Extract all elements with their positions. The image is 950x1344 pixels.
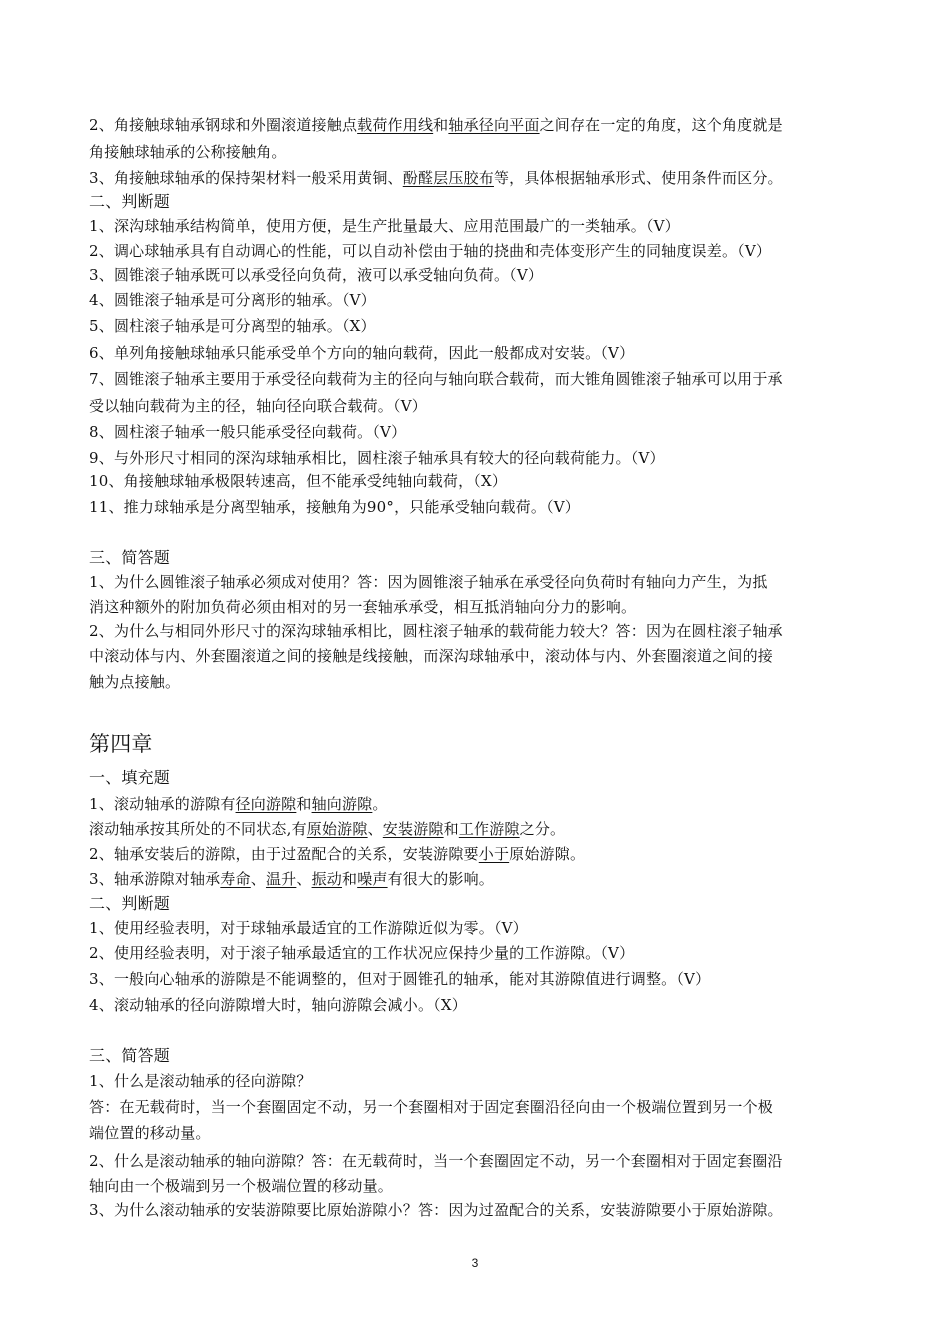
text-span: 受以轴向载荷为主的径，轴向径向联合载荷。（V） [89,397,427,415]
text-line [89,621,783,641]
text-span: 1、为什么圆锥滚子轴承必须成对使用？答：因为圆锥滚子轴承在承受径向负荷时有轴向力产生，为抵 [89,573,768,591]
section-heading [89,548,170,568]
text-line [89,1123,211,1143]
text-span: 一、填充题 [89,768,171,787]
text-span: 1、什么是滚动轴承的径向游隙？ [89,1072,312,1090]
text-span: 二、判断题 [89,894,171,913]
text-span: 8、圆柱滚子轴承一般只能承受径向载荷。（V） [89,423,407,441]
text-line [89,646,773,666]
text-span: 之分。 [519,820,566,838]
text-line [89,448,665,468]
text-span: 角接触球轴承的公称接触角。 [89,143,287,161]
text-line [89,290,376,310]
text-line [89,794,388,814]
text-span: 3、角接触球轴承的保持架材料一般采用黄铜、 [89,169,403,187]
text-line [89,422,406,442]
text-line [89,819,565,839]
text-line [89,343,634,363]
text-line [89,142,287,162]
text-line [89,844,585,864]
text-line [89,265,543,285]
text-span: 三、简答题 [89,1046,171,1065]
text-span: 、 [296,870,312,888]
answer-underlined: 轴承径向平面 [448,116,540,134]
text-span: 答：在无载荷时，当一个套圈固定不动，另一个套圈相对于固定套圈沿径向由一个极端位置到另一个极 [89,1098,774,1116]
text-span: 4、圆锥滚子轴承是可分离形的轴承。（V） [89,291,376,309]
text-line [89,1200,783,1220]
text-line [89,597,636,617]
text-line [89,216,680,236]
answer-underlined: 工作游隙 [458,820,520,838]
text-span: 。 [372,795,388,813]
text-span: 和 [296,795,312,813]
answer-underlined: 噪声 [357,870,388,888]
text-span: 1、使用经验表明，对于球轴承最适宜的工作游隙近似为零。（V） [89,919,528,937]
text-span: 和 [433,116,449,134]
text-line [89,396,427,416]
text-span: 2、调心球轴承具有自动调心的性能，可以自动补偿由于轴的挠曲和壳体变形产生的同轴度误差。（V） [89,242,772,260]
text-span: 和 [341,870,358,888]
text-span: 轴向由一个极端到另一个极端位置的移动量。 [89,1177,394,1195]
text-line [89,1097,773,1117]
answer-underlined: 寿命 [220,870,251,888]
text-span: 9、与外形尺寸相同的深沟球轴承相比，圆柱滚子轴承具有较大的径向载荷能力。（V） [89,449,665,467]
text-span: 3、轴承游隙对轴承 [89,870,221,888]
text-line [89,995,467,1015]
text-span: 2、轴承安装后的游隙，由于过盈配合的关系，安装游隙要 [89,845,479,863]
text-span: 4、滚动轴承的径向游隙增大时，轴向游隙会减小。（X） [89,996,467,1014]
answer-underlined: 小于 [478,845,510,863]
text-line [89,115,783,135]
answer-underlined: 温升 [265,870,297,888]
text-span: 5、圆柱滚子轴承是可分离型的轴承。（X） [89,317,376,335]
text-span: 消这种额外的附加负荷必须由相对的另一套轴承承受，相互抵消轴向分力的影响。 [89,598,637,616]
answer-underlined: 安装游隙 [382,820,444,838]
answer-underlined: 酚醛层压胶布 [402,169,494,187]
text-span: 第四章 [89,732,153,756]
text-span: 3、一般向心轴承的游隙是不能调整的，但对于圆锥孔的轴承，能对其游隙值进行调整。（V） [89,970,711,988]
text-line [89,471,507,491]
text-span: 1、滚动轴承的游隙有 [89,795,236,813]
text-line [89,1071,312,1091]
text-span: 三、简答题 [89,548,171,567]
text-span: 1、深沟球轴承结构简单，使用方便，是生产批量最大、应用范围最广的一类轴承。（V） [89,217,680,235]
text-span: 6、单列角接触球轴承只能承受单个方向的轴向载荷，因此一般都成对安装。（V） [89,344,635,362]
text-line [89,497,580,517]
text-span: 、 [250,870,266,888]
text-span: 2、使用经验表明，对于滚子轴承最适宜的工作状况应保持少量的工作游隙。（V） [89,944,635,962]
text-span: 2、为什么与相同外形尺寸的深沟球轴承相比，圆柱滚子轴承的载荷能力较大？答：因为在圆柱滚子轴承 [89,622,783,640]
section-heading [89,192,170,212]
text-span: 等，具体根据轴承形式、使用条件而区分。 [493,169,783,187]
text-line [89,1176,393,1196]
text-line [89,316,376,336]
section-heading [89,894,170,914]
text-line [89,168,783,188]
text-line [89,918,528,938]
text-line [89,572,768,592]
text-span: 11、推力球轴承是分离型轴承，接触角为90°，只能承受轴向载荷。（V） [89,498,581,516]
text-span: 有很大的影响。 [387,870,494,888]
text-line [89,969,710,989]
answer-underlined: 径向游隙 [235,795,297,813]
text-span: 7、圆锥滚子轴承主要用于承受径向载荷为主的径向与轴向联合载荷，而大锥角圆锥滚子轴承可以用于承 [89,370,783,388]
text-line [89,943,634,963]
text-span: 端位置的移动量。 [89,1124,211,1142]
text-span: 10、角接触球轴承极限转速高，但不能承受纯轴向载荷，（X） [89,472,508,490]
section-heading [89,1046,170,1066]
text-span: 和 [443,820,459,838]
answer-underlined: 载荷作用线 [357,116,434,134]
text-line [89,1151,783,1171]
text-span: 3、圆锥滚子轴承既可以承受径向负荷，液可以承受轴向负荷。（V） [89,266,544,284]
text-span: 二、判断题 [89,192,171,211]
text-span: 之间存在一定的角度，这个角度就是 [539,116,783,134]
answer-underlined: 原始游隙 [306,820,368,838]
text-line [89,369,783,389]
text-span: 原始游隙。 [509,845,586,863]
text-line [89,869,494,889]
page-number: 3 [471,1256,479,1270]
text-span: 3、为什么滚动轴承的安装游隙要比原始游隙小？答：因为过盈配合的关系，安装游隙要小于原始游隙。 [89,1201,783,1219]
text-span: 触为点接触。 [89,673,181,691]
text-line [89,241,771,261]
text-span: 、 [367,820,383,838]
answer-underlined: 轴向游隙 [311,795,373,813]
chapter-title [89,730,153,758]
section-heading [89,768,170,788]
text-span: 滚动轴承按其所处的不同状态,有 [89,820,307,838]
answer-underlined: 振动 [311,870,342,888]
text-span: 2、什么是滚动轴承的轴向游隙？答：在无载荷时，当一个套圈固定不动，另一个套圈相对于固定套圈沿 [89,1152,783,1170]
text-span: 2、角接触球轴承钢球和外圈滚道接触点 [89,116,358,134]
text-line [89,672,180,692]
text-span: 中滚动体与内、外套圈滚道之间的接触是线接触，而深沟球轴承中，滚动体与内、外套圈滚道之间的接 [89,647,774,665]
